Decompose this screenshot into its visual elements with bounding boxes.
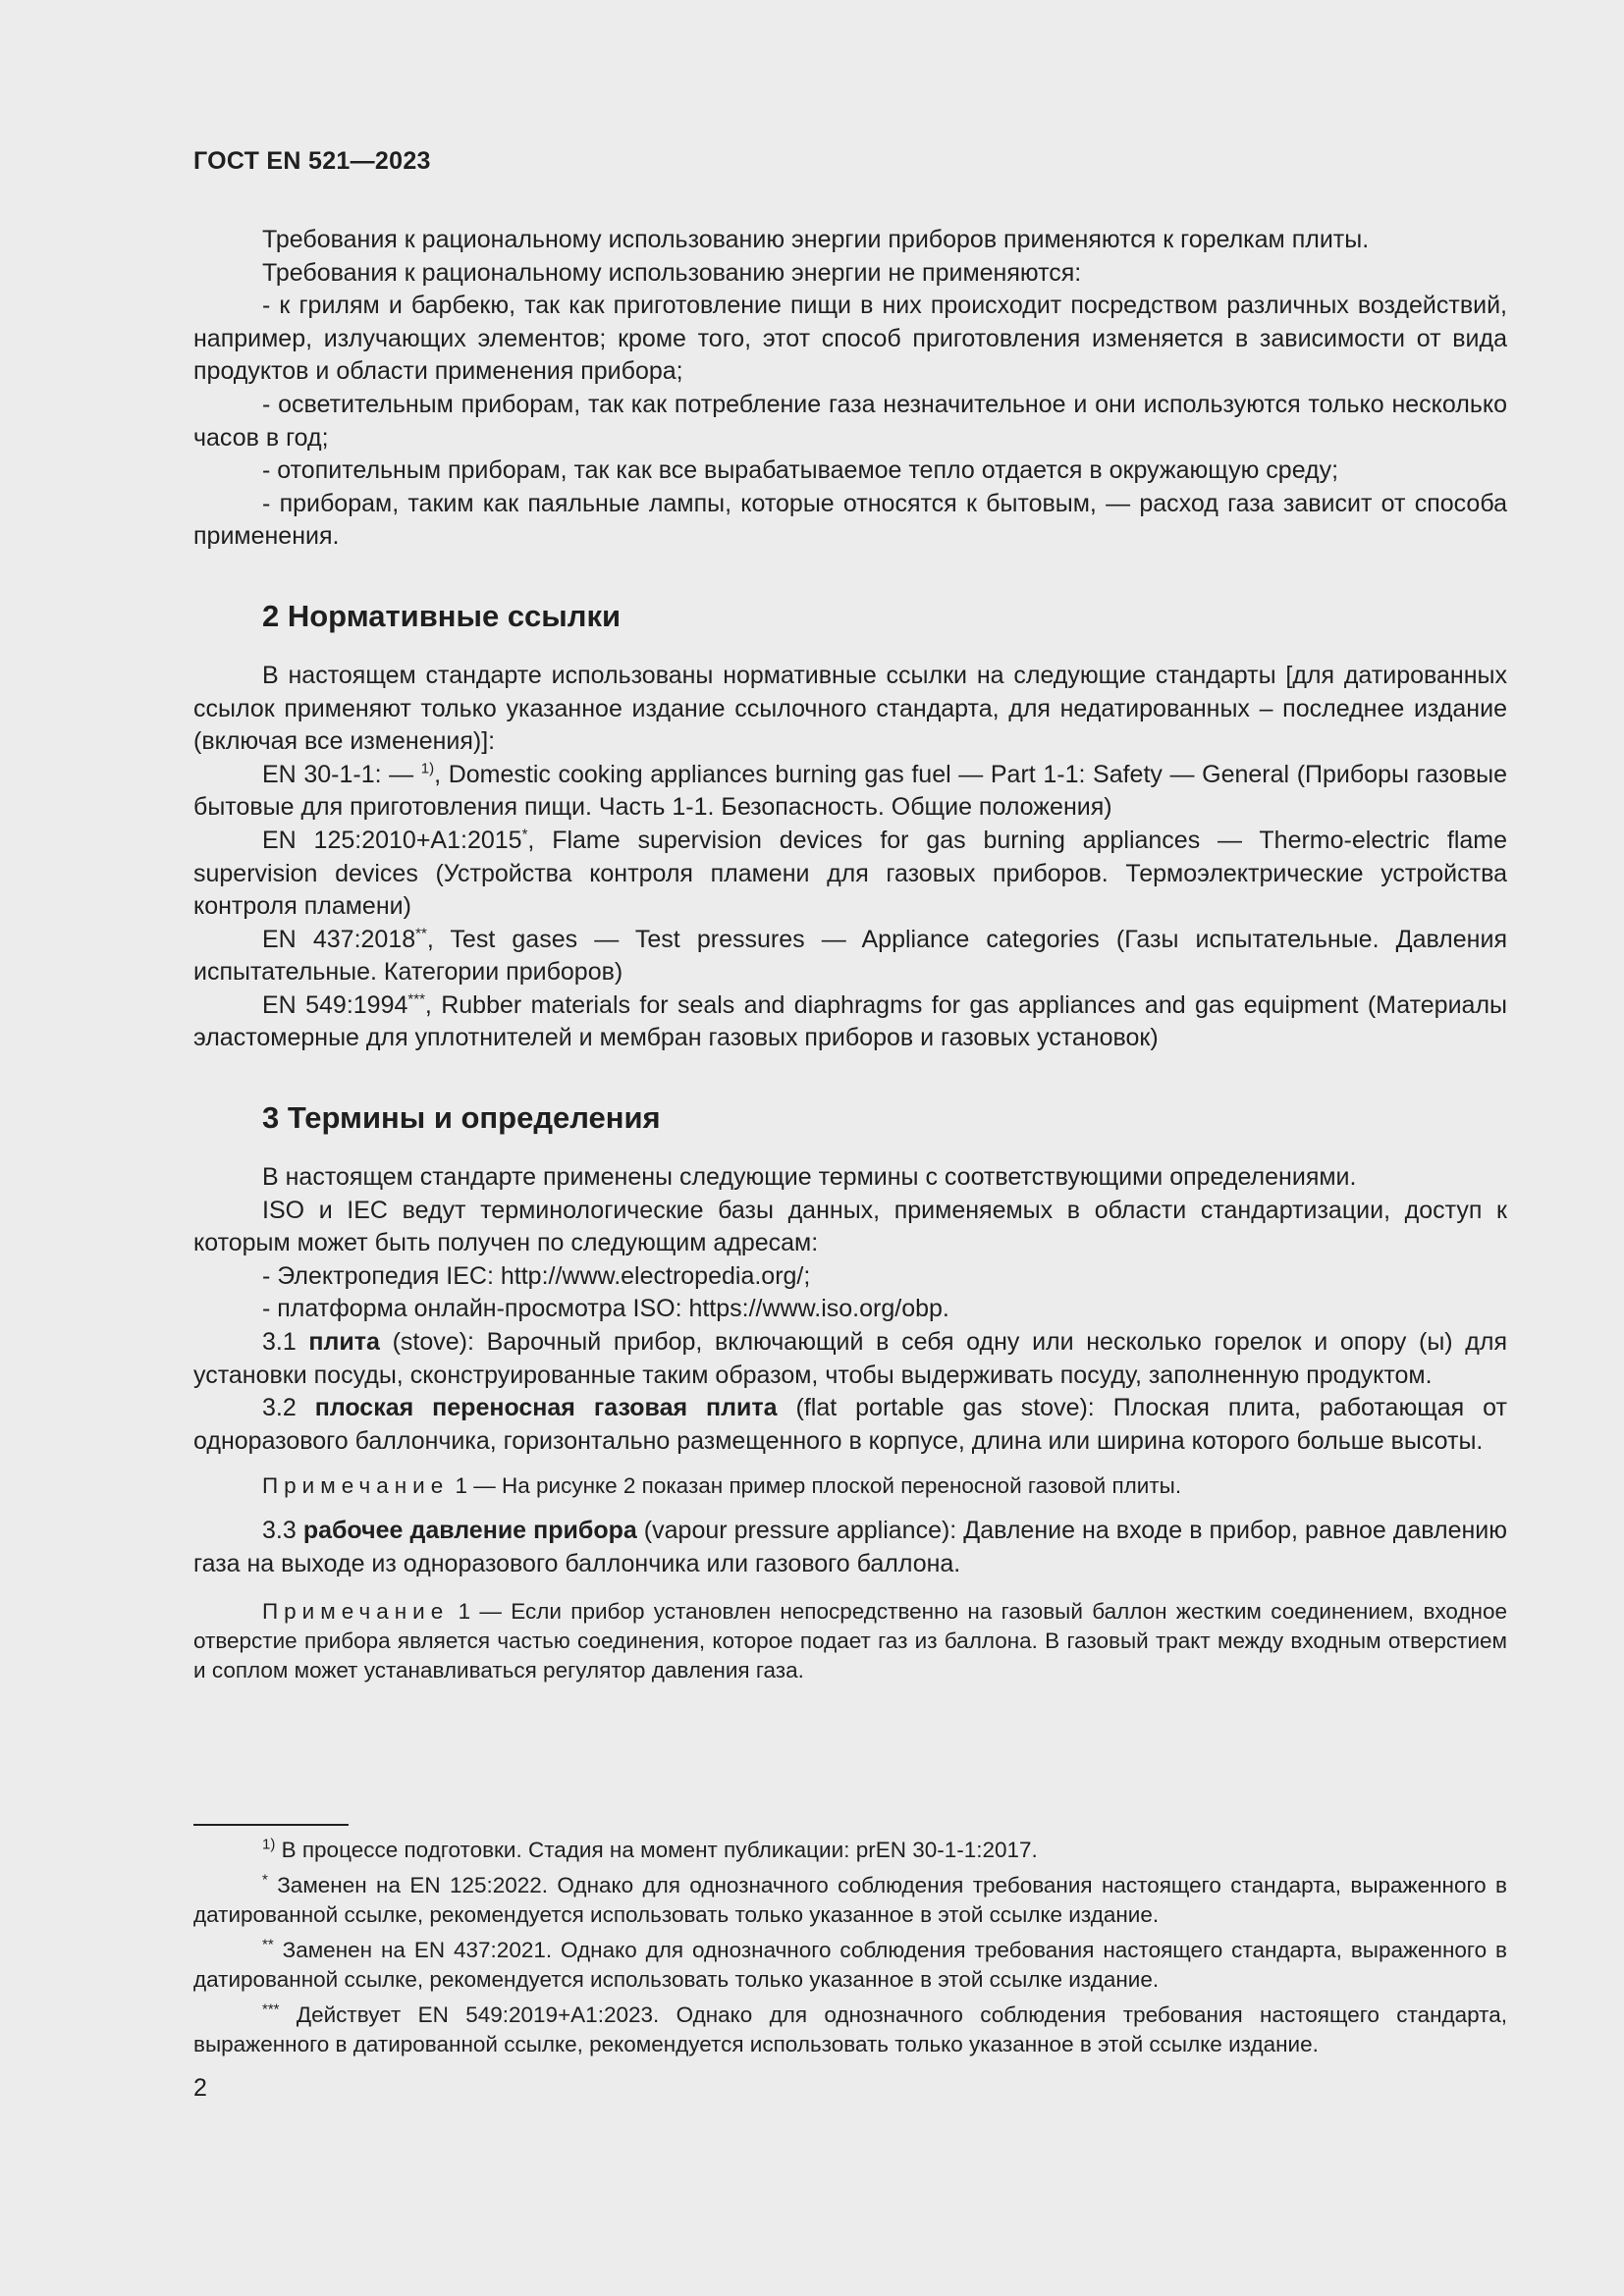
footnote-marker: **	[415, 925, 427, 942]
footnote	[193, 1936, 1507, 1995]
document-header: ГОСТ EN 521—2023	[193, 147, 431, 175]
note-text: 1 — На рисунке 2 показан пример плоской переносной газовой плиты.	[449, 1473, 1182, 1499]
footnote-marker: 1)	[420, 760, 435, 777]
term-name: плоская переносная газовая плита	[314, 1394, 778, 1422]
footnote-text: Действует EN 549:2019+A1:2023. Однако для однозначного соблюдения требования настоящего стандарта, выраженного в датированной ссылке, рекомендуется использовать только указанное в этой ссылке издание.	[193, 2002, 1507, 2056]
footnote-marker: ***	[262, 2001, 280, 2018]
footnote-marker: **	[262, 1936, 274, 1953]
term-text: (vapour pressure appliance): Давление на входе в прибор, равное давлению газа на выходе из одноразового баллончика или газового баллона.	[193, 1517, 1508, 1577]
footnote	[193, 1836, 1507, 1865]
note-text: 1 — Если прибор установлен непосредственно на газовый баллон жестким соединением, входное отверстие прибора является частью соединения, которое подает газ из баллона. В газовый тракт между входным отверстием и соплом может устанавливаться регулятор давления газа.	[193, 1598, 1507, 1682]
paragraph: Требования к рациональному использованию энергии приборов применяются к горелкам плиты.	[262, 226, 1370, 253]
term-number: 3.2	[262, 1394, 315, 1422]
reference-text: , Test gases — Test pressures — Appliance categories (Газы испытательные. Давления испытательные. Категории приборов)	[193, 925, 1507, 987]
reference-text: , Flame supervision devices for gas burning appliances — Thermo-electric flame supervision devices (Устройства контроля пламени для газовых приборов. Термоэлектрические устройства контроля пламени)	[193, 826, 1508, 921]
footnote-text: Заменен на EN 125:2022. Однако для однозначного соблюдения требования настоящего стандарта, выраженного в датированной ссылке, рекомендуется использовать только указанное в этой ссылке издание.	[193, 1873, 1507, 1927]
list-item: - отопительным приборам, так как все вырабатываемое тепло отдается в окружающую среду;	[262, 456, 1339, 485]
term-number: 3.3	[262, 1517, 303, 1545]
footnote-marker: 1)	[262, 1836, 276, 1853]
reference-code: EN 549:1994	[262, 990, 408, 1019]
reference-item	[193, 924, 1507, 989]
term-definition	[193, 1515, 1507, 1580]
reference-text: , Domestic cooking appliances burning gas fuel — Part 1-1: Safety — General (Приборы газовые бытовые для приготовления пищи. Часть 1-1. Безопасность. Общие положения)	[193, 760, 1507, 822]
term-name: плита	[308, 1328, 380, 1357]
footnote-divider	[193, 1824, 349, 1826]
paragraph: В настоящем стандарте использованы нормативные ссылки на следующие стандарты [для датированных ссылок применяют только указанное издание ссылочного стандарта, для недатированных – последнее издание (включая все изменения)]:	[193, 661, 1507, 756]
reference-code: EN 125:2010+A1:2015	[262, 826, 522, 854]
term-definition	[193, 1392, 1507, 1458]
paragraph: В настоящем стандарте применены следующие термины с соответствующими определениями.	[262, 1163, 1357, 1192]
term-text: (stove): Варочный прибор, включающий в себя одну или несколько горелок и опору (ы) для установки посуды, сконструированные таким образом, чтобы выдерживать посуду, заполненную продуктом.	[193, 1328, 1507, 1389]
list-item: - приборам, таким как паяльные лампы, которые относятся к бытовым, — расход газа зависит от способа применения.	[193, 489, 1507, 551]
footnote-marker: *	[521, 826, 528, 843]
note	[193, 1471, 1507, 1501]
reference-code: EN 30-1-1: —	[262, 760, 414, 788]
footnote-marker: ***	[407, 990, 425, 1008]
footnote	[193, 2001, 1507, 2059]
list-item: - Электропедия IEC: http://www.electropedia.org/;	[262, 1261, 811, 1290]
paragraph: Требования к рациональному использованию энергии не применяются:	[262, 258, 1082, 287]
footnotes	[193, 1824, 1507, 2065]
list-item: - осветительным приборам, так как потребление газа незначительное и они используются только несколько часов в год;	[193, 390, 1507, 452]
list-item: - платформа онлайн-просмотра ISO: https://www.iso.org/obp.	[262, 1295, 949, 1323]
footnote	[193, 1871, 1507, 1930]
footnote-text: Заменен на EN 437:2021. Однако для однозначного соблюдения требования настоящего стандарта, выраженного в датированной ссылке, рекомендуется использовать только указанное в этой ссылке издание.	[193, 1938, 1507, 1992]
reference-item	[193, 825, 1507, 924]
footnote-text: В процессе подготовки. Стадия на момент публикации: prEN 30-1-1:2017.	[275, 1838, 1038, 1862]
list-item: - к грилям и барбекю, так как приготовление пищи в них происходит посредством различных воздействий, например, излучающих элементов; кроме того, этот способ приготовления изменяется в зависимости от вида продуктов и области применения прибора;	[193, 292, 1507, 386]
term-text: (flat portable gas stove): Плоская плита, работающая от одноразового баллончика, горизонтально размещенного в корпусе, длина или ширина которого больше высоты.	[193, 1394, 1507, 1455]
reference-item	[193, 989, 1507, 1055]
term-number: 3.1	[262, 1328, 309, 1357]
note-label: Примечание	[262, 1598, 450, 1624]
section-heading: 3 Термины и определения	[262, 1100, 661, 1136]
note	[193, 1597, 1507, 1685]
reference-text: , Rubber materials for seals and diaphragms for gas appliances and gas equipment (Материалы эластомерные для уплотнителей и мембран газовых приборов и газовых установок)	[193, 990, 1508, 1052]
section-heading: 2 Нормативные ссылки	[262, 598, 622, 633]
reference-code: EN 437:2018	[262, 925, 416, 953]
term-name: рабочее давление прибора	[302, 1517, 637, 1545]
term-definition	[193, 1326, 1507, 1392]
paragraph: ISO и IEC ведут терминологические базы данных, применяемых в области стандартизации, доступ к которым может быть получен по следующим адресам:	[193, 1196, 1507, 1257]
reference-item	[193, 759, 1507, 825]
main-text	[193, 224, 1507, 1685]
footnote-marker: *	[262, 1871, 268, 1889]
page-number: 2	[193, 2074, 207, 2102]
note-label: Примечание	[262, 1473, 450, 1499]
